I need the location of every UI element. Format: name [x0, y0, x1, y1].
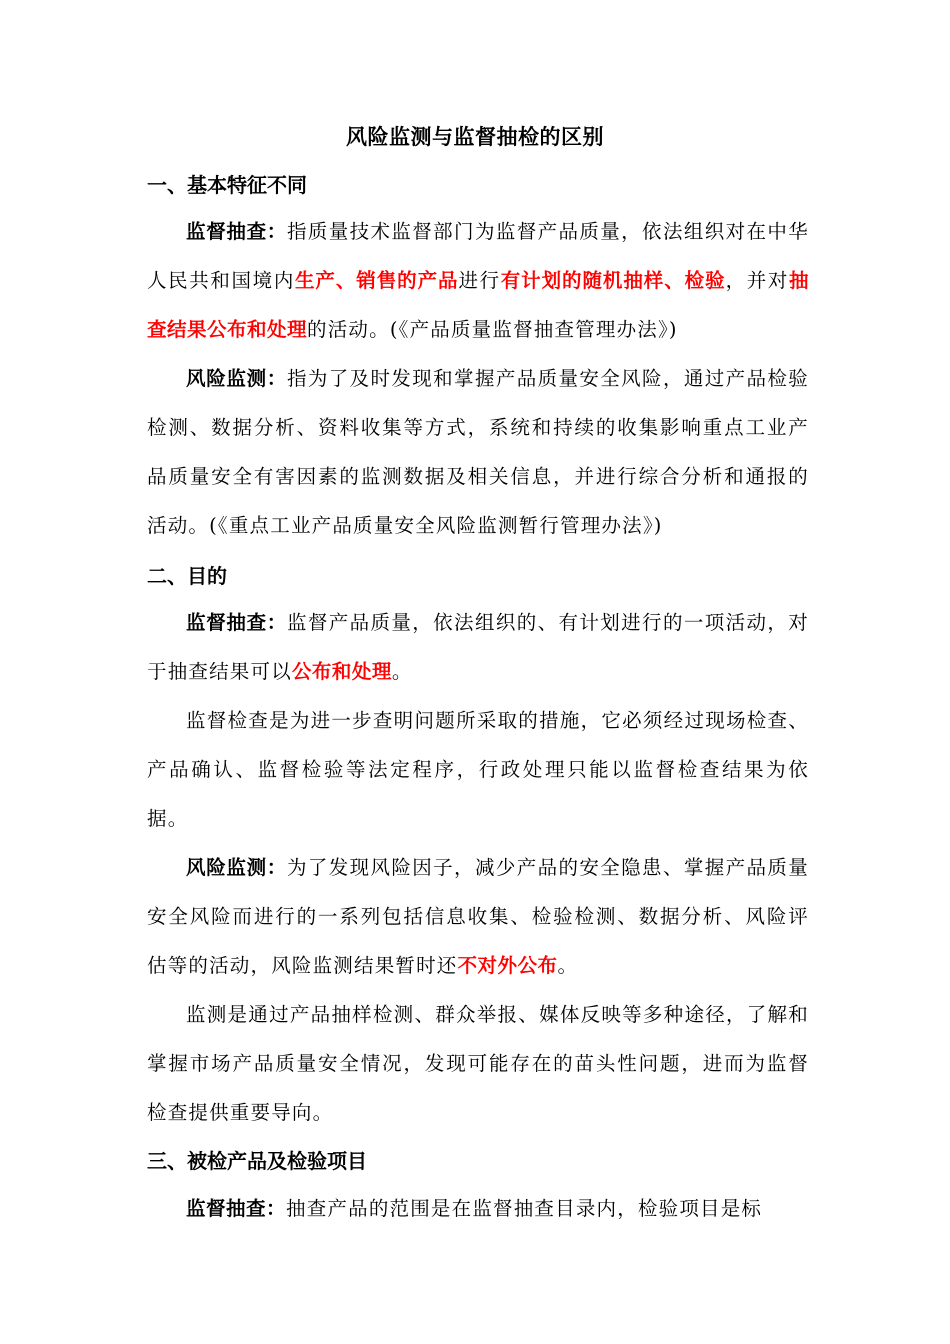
section-heading-basic-features: 一、基本特征不同 [147, 173, 307, 197]
paragraph-text: 的活动。(《产品质量监督抽查管理办法》) [307, 318, 678, 341]
paragraph-text: 。 [391, 660, 413, 683]
highlight-text: 生产、销售的产品 [294, 269, 459, 292]
paragraph-supervision-inspection [147, 696, 809, 843]
paragraph-text: 监测是通过产品抽样检测、群众举报、媒体反映等多种途径，了解和掌握市场产品质量安全情况，发现可能存在的苗头性问题，进而为监督检查提供重要导向。 [147, 1003, 809, 1124]
paragraph-text: 指为了及时发现和掌握产品质量安全风险，通过产品检验检测、数据分析、资料收集等方式，系统和持续的收集影响重点工业产品质量安全有害因素的监测数据及相关信息，并进行综合分析和通报的活动。(《重点工业产品质量安全风险监测暂行管理办法》) [147, 367, 809, 537]
document-title: 风险监测与监督抽检的区别 [346, 125, 604, 149]
term-label: 风险监测： [186, 367, 287, 390]
paragraph-supervision-purpose [147, 598, 809, 696]
term-label: 监督抽查： [186, 611, 287, 634]
paragraph-text: 抽查产品的范围是在监督抽查目录内，检验项目是标 [286, 1197, 763, 1220]
paragraph-risk-monitoring-definition [147, 354, 809, 550]
paragraph-supervision-definition [147, 207, 809, 354]
term-label: 监督抽查： [186, 1197, 287, 1220]
section-heading-products-items: 三、被检产品及检验项目 [147, 1149, 367, 1173]
highlight-text: 有计划的随机抽样、检验 [500, 269, 726, 292]
paragraph-text: 进行 [458, 269, 501, 292]
paragraph-text: 监督产品质量，依法组织的、有计划进行的一项活动，对于抽查结果可以 [147, 611, 809, 683]
paragraph-text: 为了发现风险因子，减少产品的安全隐患、掌握产品质量安全风险而进行的一系列包括信息收集、检验检测、数据分析、风险评估等的活动，风险监测结果暂时还 [147, 856, 809, 977]
paragraph-supervision-scope [147, 1184, 809, 1233]
highlight-text: 抽查结果公布和处理 [147, 269, 809, 341]
paragraph-text: 指质量技术监督部门为监督产品质量，依法组织对在中华人民共和国境内 [147, 220, 809, 292]
paragraph-text: ，并对 [725, 269, 789, 292]
paragraph-text: 监督检查是为进一步查明问题所采取的措施，它必须经过现场检查、产品确认、监督检验等法定程序，行政处理只能以监督检查结果为依据。 [147, 709, 809, 830]
paragraph-text: 。 [557, 954, 579, 977]
paragraph-risk-monitoring-purpose [147, 843, 809, 990]
paragraph-monitoring-channels [147, 990, 809, 1137]
term-label: 风险监测： [186, 856, 287, 879]
highlight-text: 公布和处理 [291, 660, 392, 683]
section-heading-purpose: 二、目的 [147, 564, 227, 588]
highlight-text: 不对外公布 [457, 954, 558, 977]
term-label: 监督抽查： [186, 220, 287, 243]
